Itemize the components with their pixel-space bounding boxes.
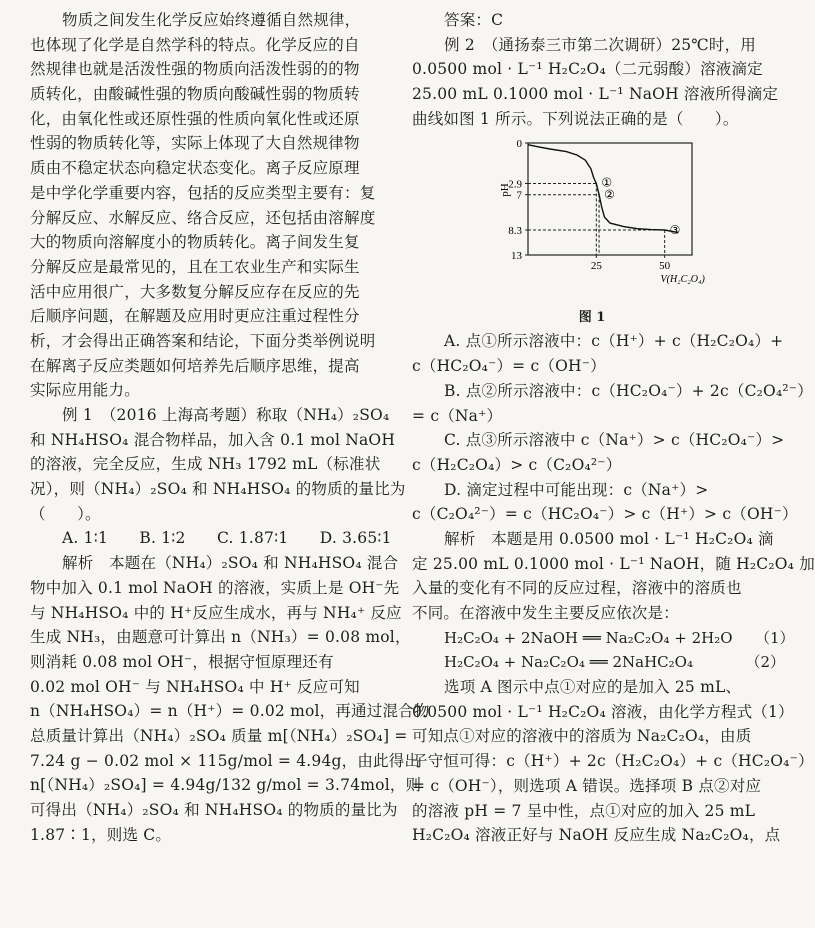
figure-caption: 图 1 (578, 310, 606, 326)
y-tick-label: 7 (516, 190, 522, 203)
point-label: ① (601, 175, 613, 190)
text-line: 活中应用很广，大多数复分解反应存在反应的先 (30, 282, 360, 301)
text-line: 分解反应是最常见的，且在工农业生产和实际生 (30, 257, 360, 276)
titration-chart (492, 135, 712, 305)
text-line: n（NH₄HSO₄）= n（H⁺）= 0.02 mol，再通过混合物 (30, 702, 430, 721)
x-tick-label: 50 (659, 260, 671, 273)
y-tick-label: 8.3 (508, 225, 522, 238)
analysis-line: c（C₂O₄²⁻）= c（HC₂O₄⁻）> c（H⁺）> c（OH⁻） (412, 505, 798, 524)
analysis-line: C. 点③所示溶液中 c（Na⁺）> c（HC₂O₄⁻）> (444, 431, 785, 450)
analysis-line: H₂C₂O₄ + 2NaOH ══ Na₂C₂O₄ + 2H₂O （1） (444, 628, 795, 647)
analysis-line: 的溶液 pH = 7 呈中性，点①对应的加入 25 mL (412, 801, 756, 820)
point-label: ③ (669, 223, 681, 238)
text-line: 7.24 g − 0.02 mol × 115g/mol = 4.94g，由此得出 (30, 751, 421, 770)
text-line: 和 NH₄HSO₄ 混合物样品，加入含 0.1 mol NaOH (30, 430, 396, 449)
text-line: n[（NH₄）₂SO₄] = 4.94g/132 g/mol = 3.74mol，则 (30, 776, 422, 795)
text-line: 生成 NH₃，由题意可计算出 n（NH₃）= 0.08 mol， (30, 628, 411, 647)
text-line: 大的物质向溶解度小的物质转化。离子间发生复 (30, 233, 360, 252)
text-line: 质由不稳定状态向稳定状态变化。离子反应原理 (30, 159, 360, 178)
text-line: 在解离子反应类题如何培养先后顺序思维，提高 (30, 356, 360, 375)
analysis-line: 0.0500 mol · L⁻¹ H₂C₂O₄ 溶液，由化学方程式（1） (412, 702, 794, 721)
analysis-line: D. 滴定过程中可能出现：c（Na⁺）> (444, 480, 709, 499)
question-line: 例 2 （通扬泰三市第二次调研）25℃时，用 (444, 35, 757, 54)
analysis-line: A. 点①所示溶液中：c（H⁺）+ c（H₂C₂O₄）+ (444, 332, 784, 351)
analysis-line: = c（Na⁺） (412, 406, 503, 425)
text-line: 物中加入 0.1 mol NaOH 的溶液，实质上是 OH⁻先 (30, 578, 400, 597)
text-line: 1.87∶1，则选 C。 (30, 825, 172, 844)
y-tick-label: 13 (511, 250, 522, 263)
text-line: （ ）。 (30, 504, 101, 523)
text-line: 后顺序问题，在解题及应用时更应注重过程性分 (30, 307, 360, 326)
analysis-line: 不同。在溶液中发生主要反应依次是： (412, 604, 679, 622)
question-line: 答案：C (444, 11, 504, 29)
text-line: 分解反应、水解反应、络合反应，还包括由溶解度 (30, 208, 376, 227)
point-label: ② (604, 188, 615, 203)
text-line: 实际应用能力。 (30, 381, 140, 400)
text-line: 质转化，由酸碱性强的物质向酸碱性弱的物质转 (30, 85, 360, 104)
right-column (412, 8, 815, 848)
text-line: 化，由氧化性或还原性强的性质向氧化性或还原 (30, 109, 360, 128)
text-line: 况），则（NH₄）₂SO₄ 和 NH₄HSO₄ 的物质的量比为 (30, 480, 406, 499)
left-column (30, 8, 430, 847)
example2-options-analysis (412, 329, 815, 847)
text-line: 与 NH₄HSO₄ 中的 H⁺反应生成水，再与 NH₄⁺ 反应 (30, 603, 402, 622)
analysis-line: 选项 A 图示中点①对应的是加入 25 mL、 (444, 678, 742, 697)
analysis-line: 解析 本题是用 0.0500 mol · L⁻¹ H₂C₂O₄ 滴 (444, 529, 774, 548)
analysis-line: H₂C₂O₄ + Na₂C₂O₄ ══ 2NaHC₂O₄ （2） (444, 653, 786, 672)
text-line: 物质之间发生化学反应始终遵循自然规律， (62, 11, 361, 29)
analysis-line: 可知点①对应的溶液中的溶质为 Na₂C₂O₄，由质 (412, 727, 752, 746)
analysis-line: c（HC₂O₄⁻）= c（OH⁻） (412, 357, 606, 376)
text-line: 性弱的物质转化等，实际上体现了大自然规律物 (30, 134, 360, 153)
question-line: 曲线如图 1 所示。下列说法正确的是（ ）。 (412, 109, 739, 128)
analysis-line: H₂C₂O₄ 溶液正好与 NaOH 反应生成 Na₂C₂O₄，点 (412, 826, 781, 845)
example2-question (412, 8, 779, 131)
x-axis-label: V(H₂C₂O₄) (660, 274, 705, 286)
question-line: 0.0500 mol · L⁻¹ H₂C₂O₄（二元弱酸）溶液滴定 (412, 60, 763, 79)
text-line: 可得出（NH₄）₂SO₄ 和 NH₄HSO₄ 的物质的量比为 (30, 801, 398, 819)
analysis-line: c（H₂C₂O₄）> c（C₂O₄²⁻） (412, 455, 622, 474)
figure-1 (412, 135, 772, 305)
analysis-line: B. 点②所示溶液中：c（HC₂O₄⁻）+ 2c（C₂O₄²⁻） (444, 381, 813, 400)
text-line: 0.02 mol OH⁻ 与 NH₄HSO₄ 中 H⁺ 反应可知 (30, 677, 360, 696)
x-tick-label: 25 (590, 260, 602, 273)
y-tick-label: 0 (516, 138, 522, 151)
text-line: 是中学化学重要内容，包括的反应类型主要有：复 (30, 183, 376, 202)
text-line: 则消耗 0.08 mol OH⁻，根据守恒原理还有 (30, 652, 334, 671)
text-line: 然规律也就是活泼性强的物质向活泼性弱的的物 (30, 60, 360, 79)
text-line: 总质量计算出（NH₄）₂SO₄ 质量 m[（NH₄）₂SO₄] = (30, 726, 408, 745)
text-line: 例 1 （2016 上海高考题）称取（NH₄）₂SO₄ (62, 406, 390, 424)
text-line: A. 1∶1 B. 1∶2 C. 1.87∶1 D. 3.65∶1 (62, 529, 392, 548)
text-line: 解析 本题在（NH₄）₂SO₄ 和 NH₄HSO₄ 混合 (62, 554, 399, 573)
y-tick-label: 2.9 (508, 178, 522, 191)
question-line: 25.00 mL 0.1000 mol · L⁻¹ NaOH 溶液所得滴定 (412, 85, 779, 104)
analysis-line: 定 25.00 mL 0.1000 mol · L⁻¹ NaOH，随 H₂C₂O₄ 加 (412, 554, 815, 573)
text-line: 的溶液，完全反应，生成 NH₃ 1792 mL（标准状 (30, 455, 381, 474)
analysis-line: 入量的变化有不同的反应过程，溶液中的溶质也 (412, 579, 742, 598)
y-axis-label: pH (499, 183, 511, 198)
text-line: 析，才会得出正确答案和结论，下面分类举例说明 (30, 331, 376, 350)
analysis-line: = c（OH⁻），则选项 A 错误。选择项 B 点②对应 (412, 776, 762, 795)
analysis-line: 子守恒可得：c（H⁺）+ 2c（H₂C₂O₄）+ c（HC₂O₄⁻） (412, 752, 814, 771)
text-line: 也体现了化学是自然学科的特点。化学反应的自 (30, 35, 360, 54)
